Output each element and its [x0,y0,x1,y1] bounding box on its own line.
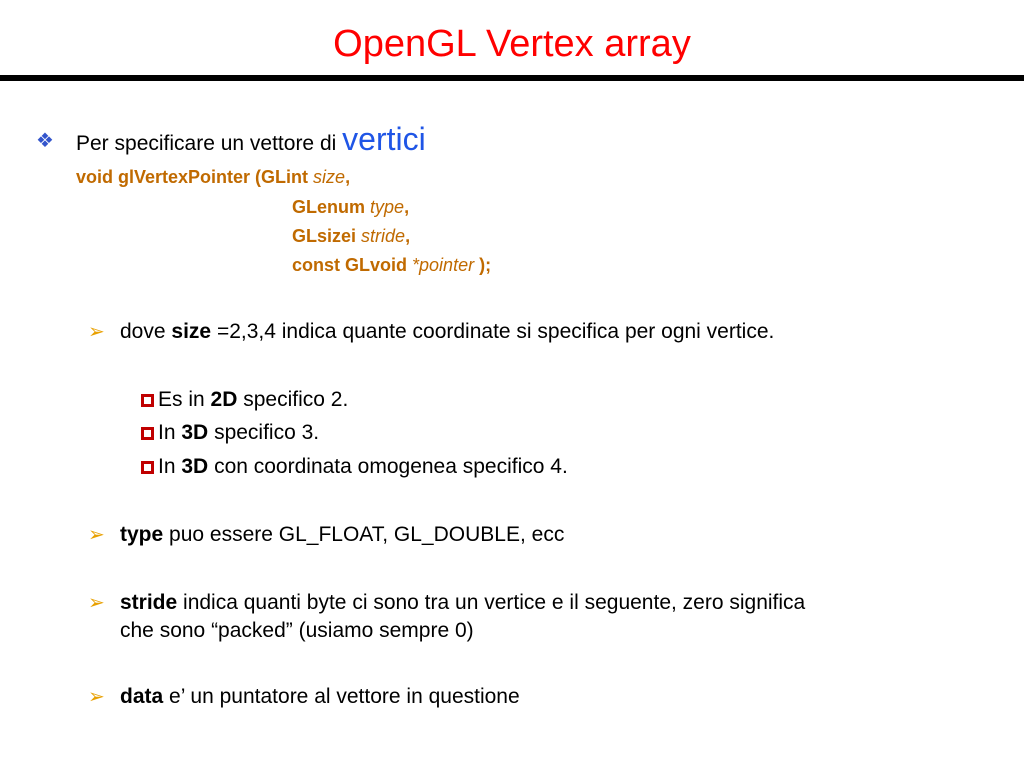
bullet-stride-keyword: stride [120,591,178,614]
arrow-bullet-icon: ➢ [88,592,105,614]
intro-line [76,121,426,158]
slide-title: OpenGL Vertex array [333,23,691,65]
sub-bullet-pre: In [158,421,176,444]
sub-bullet-bold: 2D [210,388,238,411]
code-type-glvoid: const GLvoid [292,255,408,275]
arrow-bullet-icon: ➢ [88,524,105,546]
code-comma: , [345,167,351,187]
code-close: ); [479,255,492,275]
checkbox-bullet-icon [141,427,154,440]
bullet-size-lead: dove [120,320,166,343]
bullet-stride-line2: che sono “packed” (usiamo sempre 0) [120,619,474,642]
code-param-type: type [370,197,405,217]
sub-bullet-1 [141,387,348,413]
arrow-bullet-icon: ➢ [88,686,105,708]
bullet-size-text: =2,3,4 indica quante coordinate si specifica per ogni vertice. [216,320,775,343]
title-divider [0,75,1024,81]
bullet-data-text: e’ un puntatore al vettore in questione [169,685,520,708]
intro-highlight: vertici [342,121,426,157]
sub-bullet-3 [141,454,568,480]
sub-bullet-bold: 3D [181,455,209,478]
sub-bullet-post: specifico 2. [243,388,349,411]
sub-bullet-post: con coordinata omogenea specifico 4. [214,455,568,478]
code-type-glsizei: GLsizei [292,226,357,246]
sub-bullet-pre: Es in [158,388,205,411]
diamond-bullet-icon: ❖ [36,130,54,152]
code-type-glenum: GLenum [292,197,366,217]
bullet-stride-text: indica quanti byte ci sono tra un vertice e il seguente, zero significa [183,591,806,614]
bullet-stride [120,590,805,616]
arrow-bullet-icon: ➢ [88,321,105,343]
sub-bullet-pre: In [158,455,176,478]
code-param-stride: stride [361,226,406,246]
sub-bullet-2 [141,420,319,446]
bullet-type-text: puo essere GL_FLOAT, GL_DOUBLE, ecc [169,523,565,546]
code-comma: , [404,197,410,217]
sub-bullet-bold: 3D [181,421,209,444]
bullet-type [120,522,564,548]
code-comma: , [405,226,411,246]
code-param-size: size [313,167,346,187]
bullet-type-keyword: type [120,523,164,546]
bullet-data-keyword: data [120,685,164,708]
bullet-data [120,684,520,710]
code-line-2 [292,196,409,218]
intro-text: Per specificare un vettore di [76,132,337,155]
bullet-size-keyword: size [171,320,212,343]
code-line-1 [76,166,350,188]
code-line-4 [292,254,491,276]
code-param-pointer: *pointer [412,255,475,275]
sub-bullet-post: specifico 3. [214,421,320,444]
checkbox-bullet-icon [141,461,154,474]
code-function: void glVertexPointer (GLint [76,167,309,187]
checkbox-bullet-icon [141,394,154,407]
bullet-size [120,319,774,345]
code-line-3 [292,225,410,247]
